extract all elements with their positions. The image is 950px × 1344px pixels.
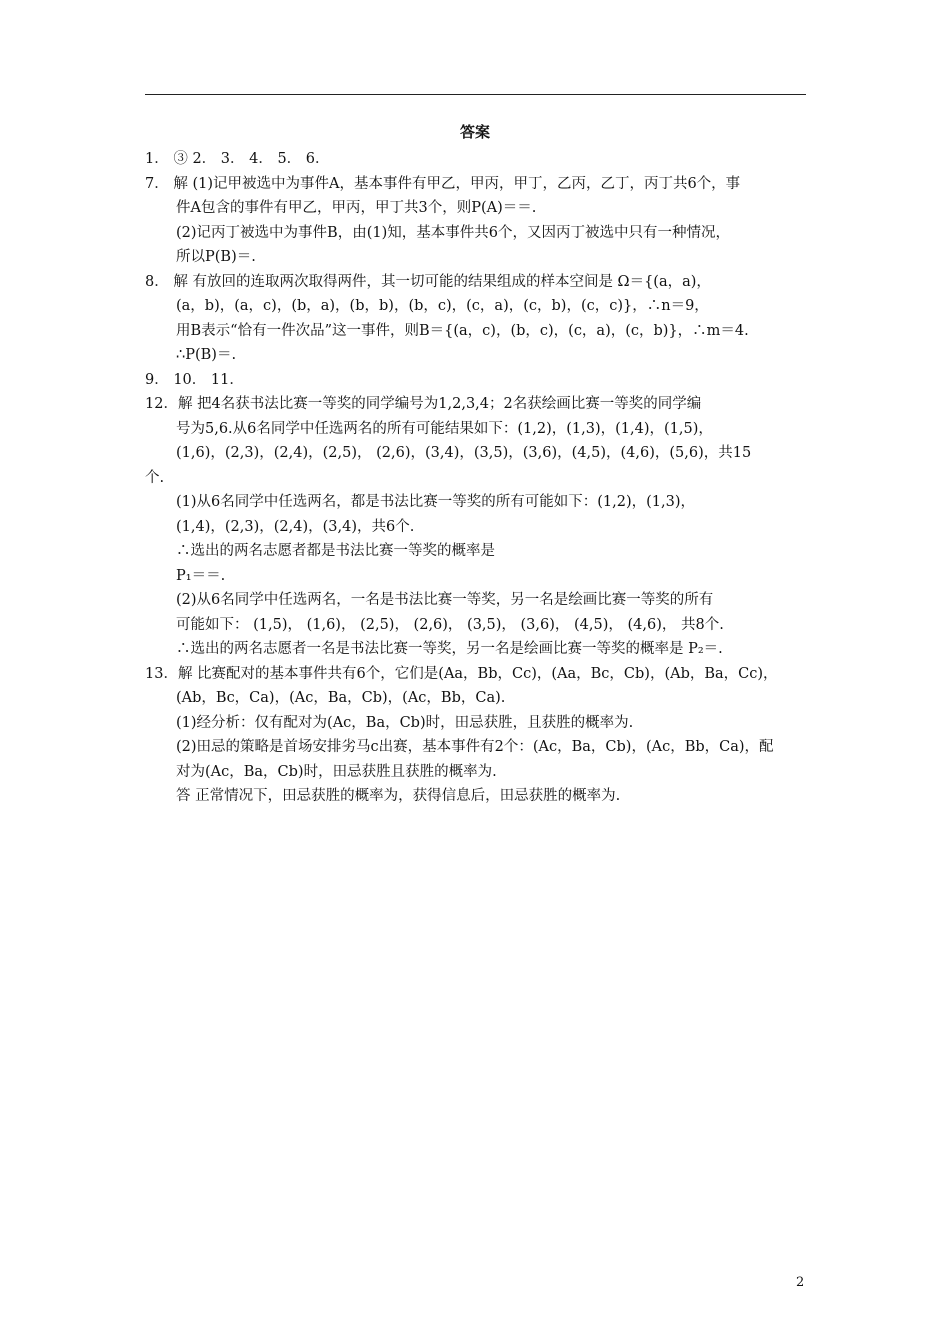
answer-line: (a，b)，(a，c)，(b，a)，(b，b)，(b，c)，(c，a)，(c，b)，(c，c)}，∴n＝9， xyxy=(176,298,709,314)
answer-line: 7． 解 (1)记甲被选中为事件A，基本事件有甲乙，甲丙，甲丁，乙丙，乙丁，丙丁共6个，事 xyxy=(145,175,741,192)
answer-line: 号为5,6.从6名同学中任选两名的所有可能结果如下：(1,2)，(1,3)，(1,4)，(1,5)， xyxy=(176,420,713,437)
answer-line: (Ab，Bc，Ca)，(Ac，Ba，Cb)，(Ac，Bb，Ca). xyxy=(176,690,506,706)
answer-line: 答 正常情况下，田忌获胜的概率为，获得信息后，田忌获胜的概率为. xyxy=(176,788,621,804)
answer-line: (2)从6名同学中任选两名，一名是书法比赛一等奖，另一名是绘画比赛一等奖的所有 xyxy=(176,592,714,608)
answer-line: 对为(Ac，Ba，Cb)时，田忌获胜且获胜的概率为. xyxy=(176,763,497,780)
answer-line: (1,4)，(2,3)，(2,4)，(3,4)，共6个. xyxy=(176,518,415,535)
answer-line: 9． 10． 11． xyxy=(145,371,244,388)
answer-line: 8． 解 有放回的连取两次取得两件，其一切可能的结果组成的样本空间是 Ω＝{(a，a)， xyxy=(145,273,711,290)
page-title: 答案 xyxy=(459,123,490,141)
answer-line: 个. xyxy=(145,469,165,486)
answer-line: ∴选出的两名志愿者一名是书法比赛一等奖，另一名是绘画比赛一等奖的概率是 P₂＝. xyxy=(176,641,723,657)
answer-line: 可能如下： (1,5)， (1,6)， (2,5)， (2,6)， (3,5)， (3,6)， (4,5)， (4,6)， 共8个. xyxy=(176,616,724,633)
answer-line: 12．解 把4名获书法比赛一等奖的同学编号为1,2,3,4；2名获绘画比赛一等奖的同学编 xyxy=(145,396,702,412)
answer-line: (1)经分析：仅有配对为(Ac，Ba，Cb)时，田忌获胜，且获胜的概率为. xyxy=(176,714,634,731)
answer-line: (1)从6名同学中任选两名，都是书法比赛一等奖的所有可能如下：(1,2)，(1,3)， xyxy=(176,494,696,510)
answer-line: 用B表示“恰有一件次品”这一事件，则B＝{(a，c)，(b，c)，(c，a)，(c，b)}，∴m＝4. xyxy=(176,322,749,339)
header-rule xyxy=(145,94,806,95)
answer-line: (2)田忌的策略是首场安排劣马c出赛，基本事件有2个：(Ac，Ba，Cb)，(Ac，Bb，Ca)，配 xyxy=(176,739,774,755)
answer-line: (2)记丙丁被选中为事件B，由(1)知，基本事件共6个，又因丙丁被选中只有一种情况， xyxy=(176,224,730,241)
answer-line: P₁＝＝. xyxy=(176,567,226,584)
answer-body xyxy=(145,147,810,809)
answer-line: 1． ③ 2． 3． 4． 5． 6． xyxy=(145,151,330,167)
page-number: 2 xyxy=(796,1275,805,1290)
answer-line: 件A包含的事件有甲乙，甲丙，甲丁共3个，则P(A)＝＝. xyxy=(176,200,537,216)
answer-line: 13．解 比赛配对的基本事件共有6个，它们是(Aa，Bb，Cc)，(Aa，Bc，Cb)，(Ab，Ba，Cc)， xyxy=(145,665,778,682)
answer-line: 所以P(B)＝. xyxy=(176,249,256,265)
answer-line: (1,6)，(2,3)，(2,4)，(2,5)， (2,6)，(3,4)，(3,5)，(3,6)，(4,5)，(4,6)，(5,6)，共15 xyxy=(176,445,752,461)
answer-line: ∴P(B)＝. xyxy=(176,347,237,363)
answer-line: ∴选出的两名志愿者都是书法比赛一等奖的概率是 xyxy=(176,543,495,559)
